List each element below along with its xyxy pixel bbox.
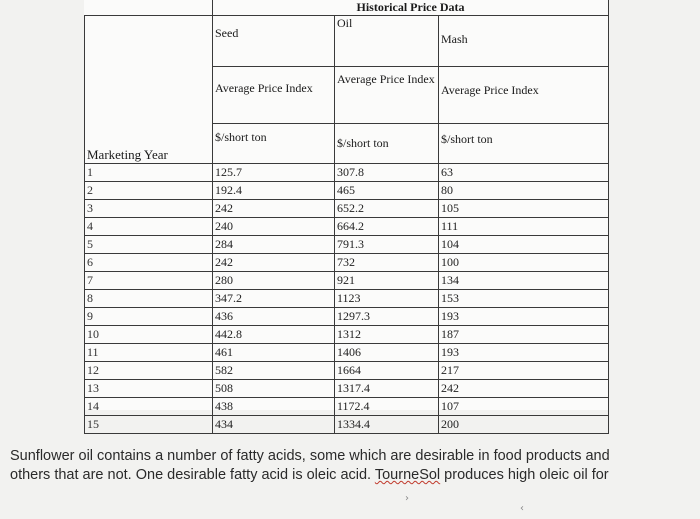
seed-price-cell: 434: [213, 416, 335, 434]
seed-price-cell: 347.2: [213, 290, 335, 308]
marketing-year-cell: 3: [85, 200, 213, 218]
marketing-year-cell: 11: [85, 344, 213, 362]
seed-price-cell: 508: [213, 380, 335, 398]
table-row: [85, 218, 609, 236]
oil-price-cell: 1664: [335, 362, 439, 380]
mash-price-cell: 105: [439, 200, 609, 218]
historical-price-table: [84, 0, 608, 431]
table-row: [85, 236, 609, 254]
marketing-year-cell: 4: [85, 218, 213, 236]
table-row: [85, 290, 609, 308]
paragraph-line-1: Sunflower oil contains a number of fatty acids, some which are desirable in food products and: [10, 448, 610, 464]
mash-price-cell: 134: [439, 272, 609, 290]
mash-price-cell: 80: [439, 182, 609, 200]
seed-price-cell: 436: [213, 308, 335, 326]
seed-price-cell: 242: [213, 200, 335, 218]
marketing-year-cell: 7: [85, 272, 213, 290]
marketing-year-header: Marketing Year: [87, 147, 168, 162]
table-row: [85, 182, 609, 200]
seed-index-label: Average Price Index: [213, 67, 335, 124]
description-paragraph: [10, 447, 690, 485]
oil-price-cell: 1123: [335, 290, 439, 308]
caret-mark-icon: ›: [405, 493, 409, 504]
seed-price-cell: 125.7: [213, 164, 335, 182]
oil-price-cell: 465: [335, 182, 439, 200]
seed-price-cell: 280: [213, 272, 335, 290]
oil-price-cell: 652.2: [335, 200, 439, 218]
marketing-year-cell: 5: [85, 236, 213, 254]
paragraph-line-2: [10, 466, 690, 485]
table-row: [85, 380, 609, 398]
table-row: [85, 398, 609, 416]
oil-price-cell: 1406: [335, 344, 439, 362]
oil-price-cell: 307.8: [335, 164, 439, 182]
marketing-year-cell: 14: [85, 398, 213, 416]
marketing-year-cell: 6: [85, 254, 213, 272]
mash-price-cell: 200: [439, 416, 609, 434]
paragraph-line-2-end: produces high oleic oil for: [440, 467, 609, 483]
mash-unit-label: $/short ton: [439, 124, 609, 164]
marketing-year-cell: 9: [85, 308, 213, 326]
mash-price-cell: 242: [439, 380, 609, 398]
oil-index-label: Average Price Index: [335, 67, 439, 124]
seed-price-cell: 240: [213, 218, 335, 236]
oil-price-cell: 1312: [335, 326, 439, 344]
table-row: [85, 344, 609, 362]
caret-mark-icon: ‹: [520, 503, 524, 514]
table-row: [85, 164, 609, 182]
table-row: [85, 416, 609, 434]
mash-price-cell: 63: [439, 164, 609, 182]
mash-index-label: Average Price Index: [439, 67, 609, 124]
oil-group-label: Oil: [335, 16, 439, 67]
table-row: [85, 254, 609, 272]
mash-group-label: Mash: [439, 16, 609, 67]
table-title: Historical Price Data: [213, 0, 609, 16]
marketing-year-cell: 10: [85, 326, 213, 344]
oil-price-cell: 1317.4: [335, 380, 439, 398]
oil-price-cell: 732: [335, 254, 439, 272]
price-data-grid: [84, 0, 609, 434]
mash-price-cell: 107: [439, 398, 609, 416]
marketing-year-cell: 12: [85, 362, 213, 380]
marketing-year-cell: 13: [85, 380, 213, 398]
seed-price-cell: 192.4: [213, 182, 335, 200]
marketing-year-cell: 8: [85, 290, 213, 308]
seed-price-cell: 442.8: [213, 326, 335, 344]
paragraph-line-2-start: others that are not. One desirable fatty acid is oleic acid.: [10, 467, 375, 483]
marketing-year-cell: 15: [85, 416, 213, 434]
mash-price-cell: 100: [439, 254, 609, 272]
oil-unit-label: $/short ton: [335, 124, 439, 164]
seed-price-cell: 438: [213, 398, 335, 416]
table-row: [85, 362, 609, 380]
seed-price-cell: 242: [213, 254, 335, 272]
marketing-year-cell: 1: [85, 164, 213, 182]
mash-price-cell: 111: [439, 218, 609, 236]
seed-unit-label: $/short ton: [213, 124, 335, 164]
table-row: [85, 326, 609, 344]
mash-price-cell: 193: [439, 344, 609, 362]
oil-price-cell: 1297.3: [335, 308, 439, 326]
marketing-year-cell: 2: [85, 182, 213, 200]
oil-price-cell: 664.2: [335, 218, 439, 236]
mash-price-cell: 193: [439, 308, 609, 326]
seed-price-cell: 582: [213, 362, 335, 380]
mash-price-cell: 104: [439, 236, 609, 254]
mash-price-cell: 217: [439, 362, 609, 380]
oil-price-cell: 1334.4: [335, 416, 439, 434]
brand-name-misspelled: TourneSol: [374, 467, 441, 483]
table-row: [85, 272, 609, 290]
seed-price-cell: 461: [213, 344, 335, 362]
mash-price-cell: 187: [439, 326, 609, 344]
oil-price-cell: 1172.4: [335, 398, 439, 416]
table-row: [85, 308, 609, 326]
oil-price-cell: 921: [335, 272, 439, 290]
oil-price-cell: 791.3: [335, 236, 439, 254]
seed-price-cell: 284: [213, 236, 335, 254]
mash-price-cell: 153: [439, 290, 609, 308]
table-body: [85, 164, 609, 434]
seed-group-label: Seed: [213, 16, 335, 67]
table-row: [85, 200, 609, 218]
